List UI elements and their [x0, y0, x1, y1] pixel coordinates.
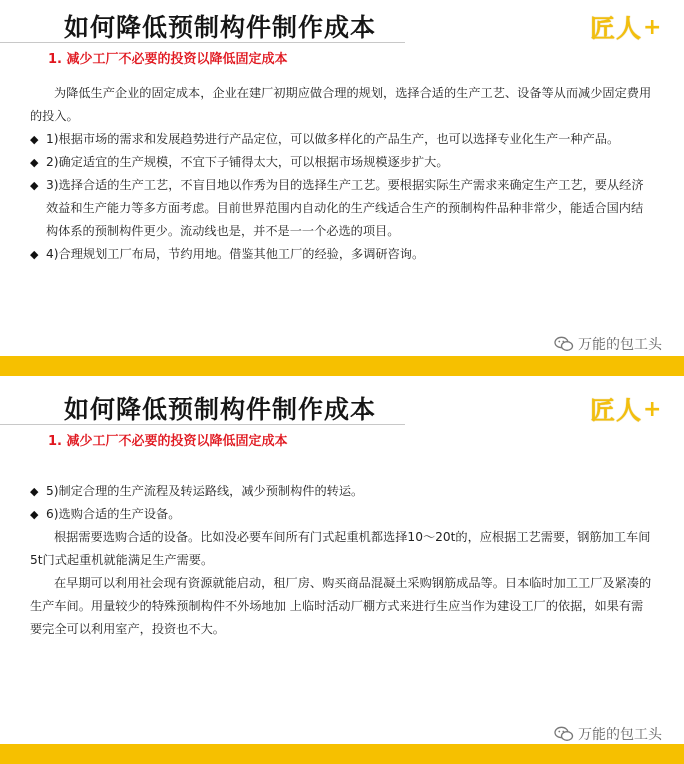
intro-paragraph: 为降低生产企业的固定成本，企业在建厂初期应做合理的规划，选择合适的生产工艺、设备等从而减少固定费用的投入。: [30, 86, 652, 123]
logo-text: 匠人: [590, 14, 643, 43]
bullet-item: [30, 480, 654, 503]
slide-body: [30, 480, 654, 641]
bullet-text: 5)制定合理的生产流程及转运路线，减少预制构件的转运。: [46, 484, 364, 498]
body-paragraph: 根据需要选购合适的设备。比如没必要车间所有门式起重机都选择10～20t的，应根据工艺需要，钢筋加工车间5t门式起重机就能满足生产需要。: [30, 530, 651, 567]
wechat-icon: [554, 336, 574, 352]
diamond-bullet-icon: ◆: [30, 133, 39, 146]
bullet-text: 6)选购合适的生产设备。: [46, 507, 181, 521]
watermark-text: 万能的包工头: [578, 337, 662, 353]
bullet-item: [30, 503, 654, 526]
bullet-item: [30, 243, 654, 266]
brand-logo: [590, 10, 668, 44]
bullet-text: 2)确定适宜的生产规模，不宜下子铺得太大，可以根据市场规模逐步扩大。: [46, 155, 449, 169]
slide-title: 如何降低预制构件制作成本: [64, 395, 377, 424]
logo-plus: +: [643, 396, 662, 422]
bullet-item: [30, 174, 654, 243]
logo-text: 匠人: [590, 396, 643, 425]
bullet-text: 3)选择合适的生产工艺，不盲目地以作秀为目的选择生产工艺。要根据实际生产需求来确定生产工艺，要从经济效益和生产能力等多方面考虑。目前世界范围内自动化的生产线适合生产的预制构件品种非常少，能适合国内结构体系的预制构件更少。流动线也是，并不是一一个必选的项目。: [46, 178, 644, 238]
diamond-bullet-icon: ◆: [30, 156, 39, 169]
wechat-icon: [554, 726, 574, 742]
slide-title: 如何降低预制构件制作成本: [64, 13, 377, 42]
brand-logo: [590, 392, 668, 426]
bullet-item: [30, 151, 654, 174]
title-underline: [0, 424, 405, 425]
watermark-text: 万能的包工头: [578, 727, 662, 743]
slide-1: [0, 0, 684, 378]
logo-plus: +: [643, 14, 662, 40]
bullet-item: [30, 128, 654, 151]
diamond-bullet-icon: ◆: [30, 485, 39, 498]
divider-bar: [0, 356, 684, 376]
diamond-bullet-icon: ◆: [30, 248, 39, 261]
slide-body: [30, 82, 654, 266]
diamond-bullet-icon: ◆: [30, 508, 39, 521]
bottom-bar: [0, 744, 684, 764]
slide-subtitle: 1. 减少工厂不必要的投资以降低固定成本: [48, 434, 288, 449]
slide-2: [0, 382, 684, 764]
bullet-text: 1)根据市场的需求和发展趋势进行产品定位，可以做多样化的产品生产，也可以选择专业化生产一种产品。: [46, 132, 620, 146]
body-paragraph: 在早期可以利用社会现有资源就能启动，租厂房、购买商品混凝土采购钢筋成品等。日本临时加工工厂及紧凑的生产车间。用量较少的特殊预制构件不外场地加 上临时活动厂棚方式来进行生应当作为建设工厂的依据，如果有需要完全可以利用室产，投资也不大。: [30, 576, 652, 636]
watermark: [554, 724, 662, 744]
diamond-bullet-icon: ◆: [30, 179, 39, 192]
watermark: [554, 334, 662, 354]
title-underline: [0, 42, 405, 43]
bullet-text: 4)合理规划工厂布局，节约用地。借鉴其他工厂的经验，多调研咨询。: [46, 247, 425, 261]
slide-subtitle: 1. 减少工厂不必要的投资以降低固定成本: [48, 52, 288, 67]
